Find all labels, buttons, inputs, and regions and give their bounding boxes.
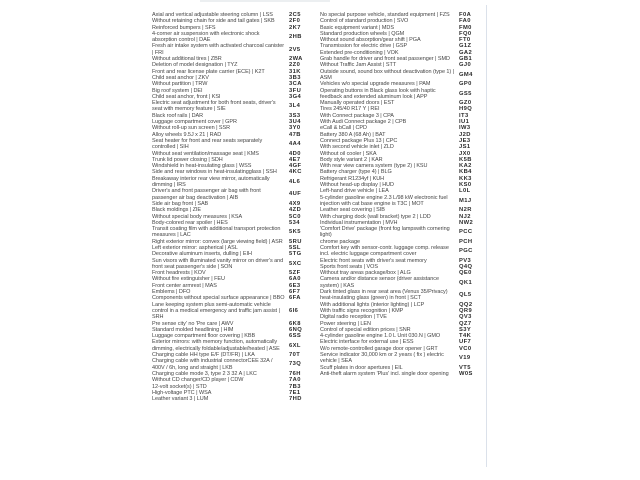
- option-description: 4-cylinder gasoline engine 1.0 L Unit 030.N | GMO: [320, 333, 441, 340]
- option-code: JE3: [459, 137, 471, 144]
- option-code: V19: [459, 355, 471, 362]
- option-description: Operating buttons in Black glass look with haptic feedback and extended aluminum look | APP: [320, 87, 436, 100]
- option-row: [152, 100, 316, 113]
- options-column-right: [320, 12, 476, 377]
- option-description: Luggage compartment floor covering | KBB: [152, 333, 256, 340]
- option-description: Driver's and front passenger air bag with front passenger air bag deactivation | AIB: [152, 188, 261, 201]
- option-code: GS5: [459, 90, 472, 97]
- column-divider: [486, 5, 487, 467]
- option-code: 6K8: [289, 320, 301, 327]
- option-description: Right exterior mirror: convex (large viewing field) | ASR: [152, 238, 283, 245]
- option-code: FT0: [459, 37, 471, 44]
- option-code: 4X9: [289, 200, 301, 207]
- option-code: 2V5: [289, 46, 301, 53]
- option-description: Seat heater for front and rear seats separately controlled | SIH: [152, 137, 263, 151]
- option-description: Without seat ventilation/massage seat | KMS: [152, 150, 259, 157]
- option-description: Reinforced bumpers | SFS: [152, 24, 216, 31]
- option-code: KK3: [459, 175, 472, 182]
- option-code: KS0: [459, 182, 472, 189]
- option-code: G1Z: [459, 43, 472, 50]
- option-description: 'Comfort Drive' package (front fog lampswith cornering light): [320, 226, 450, 239]
- option-code: NJ2: [459, 213, 471, 220]
- option-description: Sun visors with illuminated vanity mirror on driver's and front seat passenger's side | SON: [152, 257, 284, 270]
- option-code: 6A0: [289, 276, 301, 283]
- option-code: JS1: [459, 144, 471, 151]
- option-description: Camera and/or distance sensor (driver assistance system) | KAS: [320, 276, 439, 289]
- option-code: 76H: [289, 370, 301, 377]
- option-description: Windshield in heat-insulating glass | WSS: [152, 163, 252, 170]
- option-code: 3Y0: [289, 125, 301, 132]
- option-code: QK1: [459, 279, 473, 286]
- option-code: 73Q: [289, 361, 302, 368]
- option-description: Deletion of model designation | TYZ: [152, 62, 238, 69]
- option-code: QQ2: [459, 301, 473, 308]
- option-description: Individual instrumentation | MVH: [320, 219, 398, 226]
- option-description: Decorative aluminum inserts, dulling | EIH: [152, 251, 252, 258]
- option-row: [152, 31, 316, 44]
- option-description: With second vehicle inlet | ZLD: [320, 144, 394, 151]
- option-description: Axial and vertical adjustable steering column | LSS: [152, 12, 273, 18]
- option-description: Connect package Plus 13 | CPC: [320, 137, 398, 144]
- option-code: PV3: [459, 257, 472, 264]
- option-description: With Audi Connect package 2 | CPB: [320, 119, 407, 126]
- option-row: [152, 188, 316, 201]
- option-code: Q4Q: [459, 263, 473, 270]
- option-description: Fresh air intake system with activated charcoal canister | FRI: [152, 43, 285, 56]
- option-code: 4ZD: [289, 207, 302, 214]
- option-description: Emblems | DFO: [152, 289, 191, 296]
- option-code: 4D0: [289, 150, 301, 157]
- option-code: 6E3: [289, 282, 301, 289]
- option-description: No special purpose vehicle, standard equipment | FZS: [320, 12, 450, 18]
- option-code: VT5: [459, 364, 471, 371]
- option-description: Dark tinted glass in rear seat area (Venus 35/Privacy) heat-insulating glass (green) in front | SCT: [320, 289, 448, 302]
- option-description: Charging cable HH type E/F (DT/FR) | LKA: [152, 352, 255, 359]
- option-row: [320, 69, 476, 82]
- option-code: 5K5: [289, 229, 301, 236]
- option-row: [152, 358, 316, 371]
- option-code: IT3: [459, 112, 469, 119]
- option-code: NW2: [459, 219, 474, 226]
- option-description: Leather variant 3 | LUM: [152, 396, 209, 403]
- option-description: Electric interface for external use | ESS: [320, 339, 414, 346]
- option-description: Left-hand drive vehicle | LEA: [320, 188, 389, 195]
- option-code: 534: [289, 219, 300, 226]
- option-description: 5-cylinder gasoline engine 2.3 L/98 kW electronic fuel injection with cat base engine is T3C | MOT: [320, 194, 448, 207]
- option-row: [152, 396, 316, 402]
- option-code: FM0: [459, 24, 472, 31]
- option-description: Big roof system | DEI: [152, 87, 203, 94]
- option-description: Tires 245/40 R17 Y | REI: [320, 106, 380, 113]
- option-code: 7HD: [289, 396, 302, 403]
- option-code: M1J: [459, 197, 472, 204]
- option-row: [320, 245, 476, 258]
- option-code: QR9: [459, 307, 473, 314]
- option-description: Without Traffic Jam Assist | STT: [320, 62, 397, 69]
- option-code: 2F0: [289, 18, 301, 25]
- option-description: Pre sense city' no 'Pre care | AWV: [152, 320, 234, 327]
- option-description: Child seat anchor | ZKV: [152, 74, 209, 81]
- option-description: Comfort key with sensor-contr. luggage comp. release incl. electric luggage compartment cover: [320, 244, 449, 258]
- option-description: Without partition | TRW: [152, 81, 208, 88]
- option-description: Electric seat adjustment for both front seats, driver's seat with memory feature | SIE: [152, 100, 276, 113]
- option-description: Leather seat covering | SIB: [320, 207, 385, 214]
- option-code: GZ0: [459, 100, 472, 107]
- option-code: PCC: [459, 229, 473, 236]
- option-description: Service indicator 30,000 km or 2 years ( fix ) electric vehicle | SEA: [320, 352, 444, 365]
- option-code: 4KC: [289, 169, 302, 176]
- option-description: eCall & bCall | CPD: [320, 125, 367, 132]
- option-description: Exterior mirrors: with memory function, automatically dimming, electrically foldable/adjustable/heated | ASE: [152, 339, 280, 352]
- option-code: QL5: [459, 292, 472, 299]
- option-code: 5C0: [289, 213, 301, 220]
- option-row: [320, 276, 476, 289]
- option-row: [152, 43, 316, 56]
- option-code: 2HB: [289, 34, 302, 41]
- option-description: Without CD changer/CD player | CDW: [152, 377, 244, 384]
- option-description: Standard molded headlining | HIM: [152, 326, 234, 333]
- option-description: Control of special edition prices | SNR: [320, 326, 411, 333]
- option-description: Trunk lid power closing | SDH: [152, 156, 223, 163]
- option-description: With rear view camera system (type 2) | KSU: [320, 163, 428, 170]
- option-description: Black roof rails | DAR: [152, 112, 204, 119]
- option-code: 5SL: [289, 244, 301, 251]
- option-description: Front center armrest | MAS: [152, 282, 217, 289]
- option-description: 12-volt socket(s) | STD: [152, 383, 207, 390]
- option-row: [152, 176, 316, 189]
- option-code: 5RU: [289, 238, 302, 245]
- option-description: Basic equipment variant | MDS: [320, 24, 394, 31]
- option-row: [152, 339, 316, 352]
- option-code: 3L4: [289, 103, 301, 110]
- option-description: Without special body measures | KSA: [152, 213, 243, 220]
- option-description: Charging cable with industrial connectorCEE 32A / 400V / 6h, long and straight | LKB: [152, 358, 273, 371]
- option-row: [152, 138, 316, 151]
- option-code: 4L6: [289, 178, 301, 185]
- option-code: 47B: [289, 131, 301, 138]
- option-code: 2WA: [289, 56, 303, 63]
- option-description: Power steering | LEN: [320, 320, 371, 327]
- option-description: Breakaway interior rear view mirror, automatically dimming | IRS: [152, 175, 270, 189]
- option-code: 4E7: [289, 156, 301, 163]
- option-code: VC0: [459, 345, 472, 352]
- option-code: S3Y: [459, 326, 472, 333]
- option-description: Transmission for electric drive | GSP: [320, 43, 408, 50]
- option-code: 70T: [289, 352, 301, 359]
- option-code: T4K: [459, 333, 472, 340]
- option-code: KB4: [459, 169, 472, 176]
- option-description: Luggage compartment cover | GPR: [152, 119, 237, 126]
- option-description: Without roll-up sun screen | SSR: [152, 125, 231, 132]
- option-description: With Connect package 3 | CPA: [320, 112, 394, 119]
- option-description: With charging dock (wall bracket) type 2 | LDD: [320, 213, 431, 220]
- option-description: Side air bag front | SAB: [152, 200, 209, 207]
- option-code: 7B3: [289, 383, 301, 390]
- option-code: 5TG: [289, 251, 302, 258]
- option-description: Body style variant 2 | KAR: [320, 156, 383, 163]
- option-code: GA2: [459, 49, 473, 56]
- option-row: [320, 226, 476, 239]
- option-description: Without retaining chain for side and tail gates | SKB: [152, 18, 275, 25]
- option-description: Components without special surface appearance | BBO: [152, 295, 285, 302]
- option-description: Lane keeping system plus semi-automatic vehicle control in a medical emergency and traffic jam assist | SRH: [152, 301, 280, 321]
- option-row: [320, 195, 476, 208]
- option-code: 6I6: [289, 307, 299, 314]
- option-description: Refrigerant R1234yf | KUH: [320, 175, 385, 182]
- option-code: 3G4: [289, 93, 302, 100]
- option-code: 6NQ: [289, 326, 303, 333]
- option-code: GM4: [459, 71, 473, 78]
- option-code: 6SS: [289, 333, 302, 340]
- option-code: 3B3: [289, 74, 301, 81]
- option-description: W/o remote-controlled garage door opener | GRT: [320, 345, 438, 352]
- option-code: H9Q: [459, 106, 473, 113]
- option-code: 4GF: [289, 163, 302, 170]
- option-code: N2R: [459, 207, 472, 214]
- option-description: Transit coating film with additional transport protection measures | LAC: [152, 226, 281, 239]
- option-code: 4UF: [289, 191, 302, 198]
- option-code: KA2: [459, 163, 472, 170]
- option-code: GJ0: [459, 62, 472, 69]
- option-row: [320, 289, 476, 302]
- option-code: 7A0: [289, 377, 301, 384]
- option-code: IW3: [459, 125, 471, 132]
- option-code: 2C5: [289, 12, 301, 18]
- option-code: 5ZF: [289, 270, 301, 277]
- option-code: QE0: [459, 270, 472, 277]
- option-description: Battery 380 A (68 Ah) | BAT: [320, 131, 386, 138]
- option-code: 3FU: [289, 87, 302, 94]
- option-code: 2Z0: [289, 62, 301, 69]
- option-description: Black moldings | ZIE: [152, 207, 202, 214]
- option-description: Electric front seats with driver's seat memory: [320, 257, 427, 264]
- option-code: IU1: [459, 119, 470, 126]
- option-description: Without fire extinguisher | FEU: [152, 276, 225, 283]
- option-code: 5XC: [289, 260, 302, 267]
- option-description: With traffic signs recognition | KMP: [320, 307, 404, 314]
- option-description: Without additional tires | ZBR: [152, 56, 222, 63]
- option-code: 6XL: [289, 342, 301, 349]
- option-description: Vehicles w/o special upgrade measures | PAM: [320, 81, 431, 88]
- option-code: GB1: [459, 56, 473, 63]
- scan-artifact: [200, 0, 330, 2]
- option-code: UF7: [459, 339, 472, 346]
- option-row: [320, 371, 476, 377]
- option-description: Side and rear windows in heat-insulatingglass | SSH: [152, 169, 277, 176]
- option-code: 3S3: [289, 112, 301, 119]
- option-description: Anti-theft alarm system 'Plus' incl. single door opening: [320, 370, 449, 377]
- option-description: Front and rear license plate carrier (ECE) | K2T: [152, 68, 265, 75]
- option-description: Scuff plates in door apertures | EIL: [320, 364, 403, 371]
- option-code: 7E1: [289, 389, 301, 396]
- option-code: 6FA: [289, 295, 301, 302]
- option-code: PGC: [459, 248, 473, 255]
- option-code: PCH: [459, 238, 473, 245]
- option-code: W0S: [459, 370, 473, 377]
- option-description: With additional lights (interior lighting) | LCP: [320, 301, 425, 308]
- option-code: F0A: [459, 12, 472, 18]
- option-code: 31K: [289, 68, 301, 75]
- option-description: Front headrests | KOV: [152, 270, 206, 277]
- option-code: QV3: [459, 314, 472, 321]
- option-description: Control of standard production | SVO: [320, 18, 409, 25]
- option-description: Child seat anchor, front | KSI: [152, 93, 221, 100]
- option-description: Body-colored rear spoiler | HES: [152, 219, 228, 226]
- option-row: [152, 226, 316, 239]
- options-column-left: [152, 12, 316, 402]
- option-code: 3CA: [289, 81, 302, 88]
- option-description: Standard production wheels | QGM: [320, 30, 405, 37]
- option-code: 3U4: [289, 119, 301, 126]
- option-code: J2D: [459, 131, 471, 138]
- option-description: Sports front seats | VOS: [320, 263, 379, 270]
- option-description: Outside sound, sound box without deactivation (type 1) | ASM: [320, 68, 455, 81]
- option-row: [320, 352, 476, 365]
- option-code: 6F7: [289, 289, 301, 296]
- option-code: 4A4: [289, 141, 301, 148]
- option-description: Without oil cooler | SKA: [320, 150, 377, 157]
- option-description: Battery charger (type 4) | BLG: [320, 169, 392, 176]
- option-code: 2K7: [289, 24, 301, 31]
- option-code: L0L: [459, 188, 471, 195]
- option-description: Without sound absorption/gear shift | PGA: [320, 37, 421, 44]
- option-code: QZ7: [459, 320, 472, 327]
- option-description: Without head-up display | HUD: [320, 182, 394, 189]
- option-description: Grab handle for driver and front seat passenger | SMD: [320, 56, 450, 63]
- option-code: GP0: [459, 81, 472, 88]
- option-description: Digital radio reception | TVE: [320, 314, 387, 321]
- option-code: FQ0: [459, 30, 472, 37]
- option-code: K5B: [459, 156, 472, 163]
- option-row: [152, 302, 316, 321]
- option-code: JX0: [459, 150, 471, 157]
- option-description: High-voltage PTC | WSA: [152, 389, 212, 396]
- option-description: Charging cable mode 3, type 2 3 32 A | LKC: [152, 370, 257, 377]
- option-row: [320, 88, 476, 101]
- option-code: FA0: [459, 18, 471, 25]
- option-description: Without tray areas package/box | ALG: [320, 270, 411, 277]
- option-description: Manually operated doors | EST: [320, 100, 395, 107]
- option-description: Left exterior mirror: aspherical | ASL: [152, 244, 238, 251]
- option-row: [152, 258, 316, 271]
- option-description: chrome package: [320, 238, 360, 245]
- option-description: 4-corner air suspension with electronic shock absorption control | DAE: [152, 30, 260, 44]
- option-description: Extended pre-conditioning | VOK: [320, 49, 399, 56]
- option-description: Alloy wheels 9.5J x 21 | RAD: [152, 131, 222, 138]
